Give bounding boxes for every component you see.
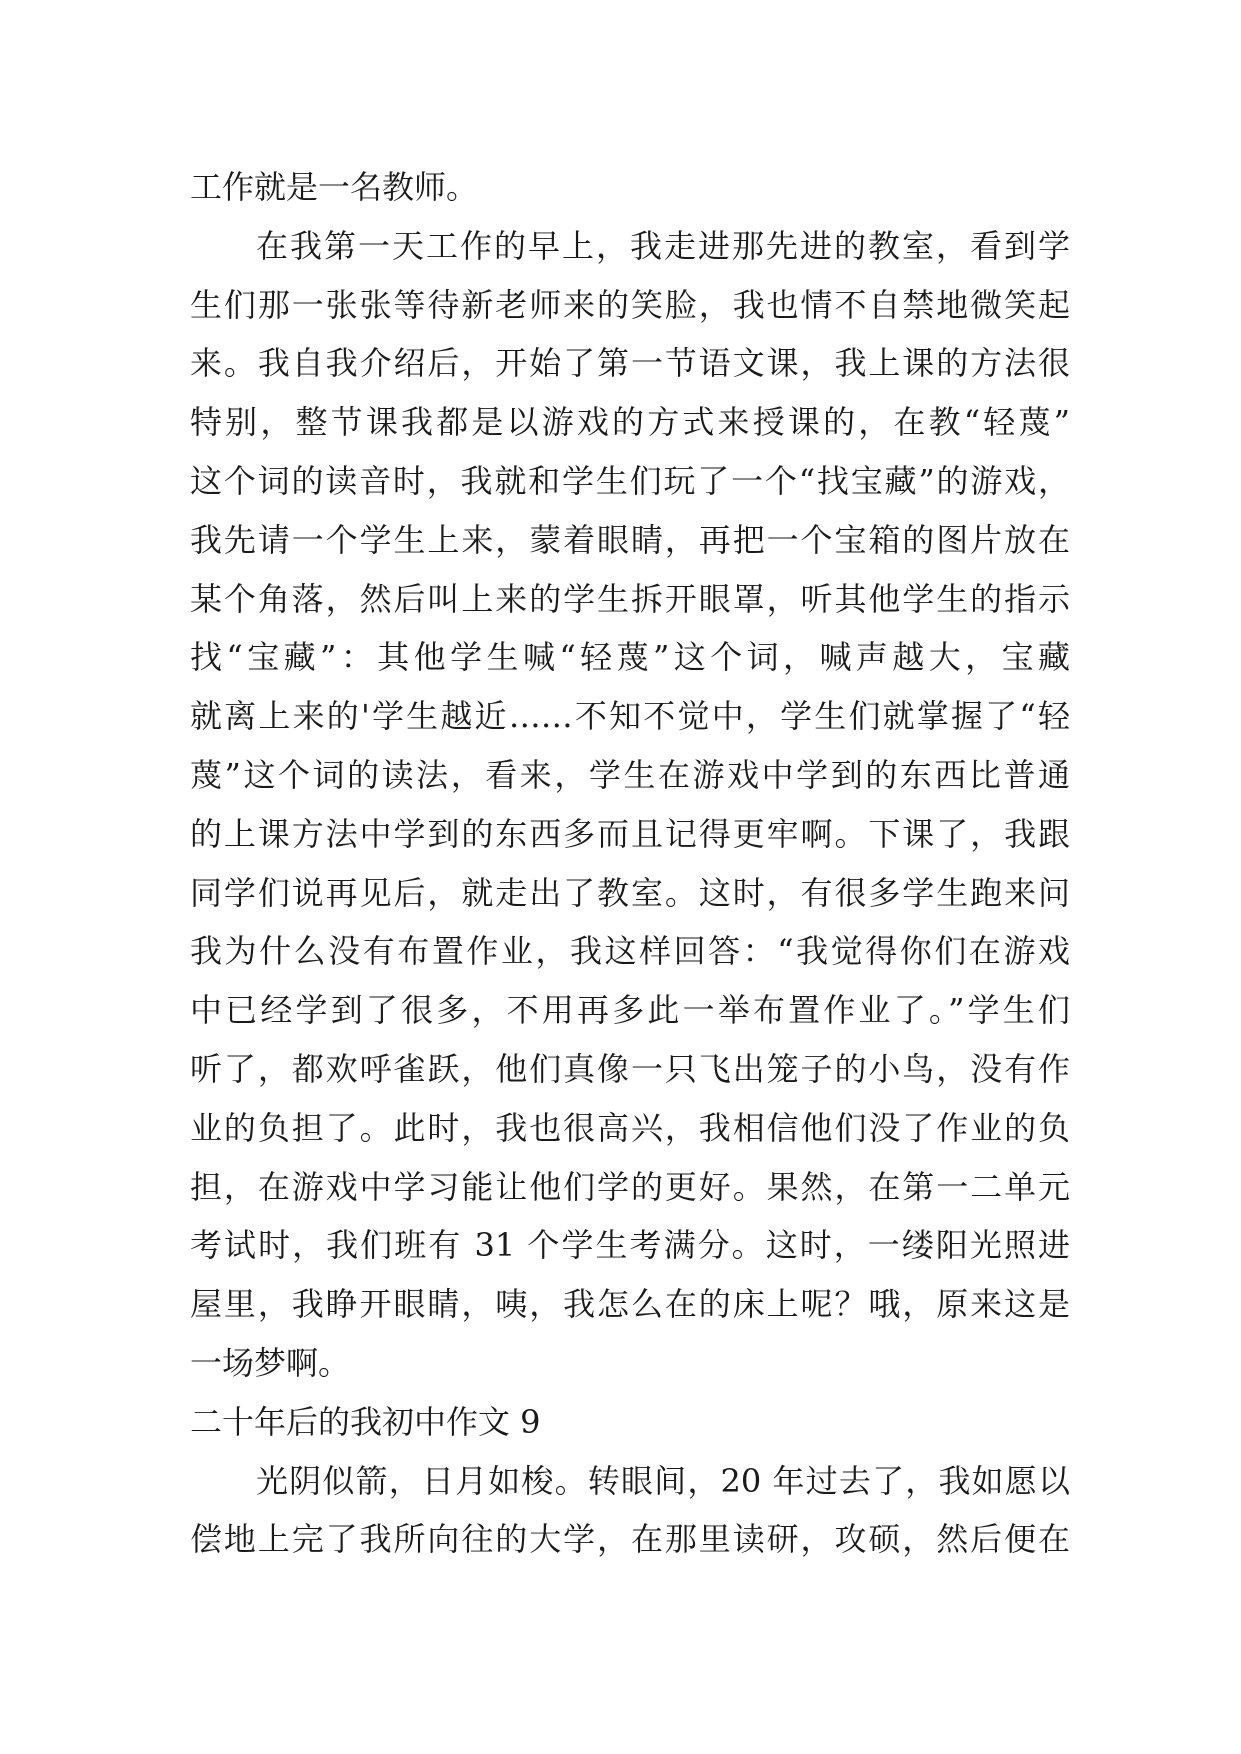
text-line: 特别，整节课我都是以游戏的方式来授课的，在教“轻蔑”	[190, 403, 1070, 442]
text-line: 某个角落，然后叫上来的学生拆开眼罩，听其他学生的指示	[190, 579, 1070, 618]
text-line: 我为什么没有布置作业，我这样回答：“我觉得你们在游戏	[190, 932, 1070, 971]
text-line: 这个词的读音时，我就和学生们玩了一个“找宝藏”的游戏，	[190, 461, 1070, 500]
text-line: 工作就是一名教师。	[190, 168, 479, 206]
text-line: 考试时，我们班有 31 个学生考满分。这时，一缕阳光照进	[190, 1226, 1070, 1265]
text-line: 蔑”这个词的读法，看来，学生在游戏中学到的东西比普通	[190, 755, 1070, 794]
text-line: 偿地上完了我所向往的大学，在那里读研，攻硕，然后便在	[190, 1520, 1070, 1559]
essay-text	[190, 158, 1070, 1569]
text-line: 中已经学到了很多，不用再多此一举布置作业了。”学生们	[190, 991, 1070, 1030]
text-line: 屋里，我睁开眼睛，咦，我怎么在的床上呢？哦，原来这是	[190, 1285, 1070, 1324]
text-line: 业的负担了。此时，我也很高兴，我相信他们没了作业的负	[190, 1108, 1070, 1147]
text-line: 在我第一天工作的早上，我走进那先进的教室，看到学	[256, 226, 1070, 265]
text-line: 我先请一个学生上来，蒙着眼睛，再把一个宝箱的图片放在	[190, 520, 1070, 559]
text-line: 找“宝藏”：其他学生喊“轻蔑”这个词，喊声越大，宝藏	[190, 638, 1070, 677]
section-heading: 二十年后的我初中作文 9	[190, 1402, 541, 1441]
text-line: 生们那一张张等待新老师来的笑脸，我也情不自禁地微笑起	[190, 285, 1070, 324]
text-line: 一场梦啊。	[190, 1343, 351, 1382]
text-line: 的上课方法中学到的东西多而且记得更牢啊。下课了，我跟	[190, 814, 1070, 853]
text-line: 就离上来的'学生越近……不知不觉中，学生们就掌握了“轻	[190, 697, 1070, 736]
text-line: 担，在游戏中学习能让他们学的更好。果然，在第一二单元	[190, 1167, 1070, 1206]
text-line: 光阴似箭，日月如梭。转眼间，20 年过去了，我如愿以	[256, 1461, 1070, 1500]
text-line: 听了，都欢呼雀跃，他们真像一只飞出笼子的小鸟，没有作	[190, 1049, 1070, 1088]
text-line: 同学们说再见后，就走出了教室。这时，有很多学生跑来问	[190, 873, 1070, 912]
text-line: 来。我自我介绍后，开始了第一节语文课，我上课的方法很	[190, 344, 1070, 383]
